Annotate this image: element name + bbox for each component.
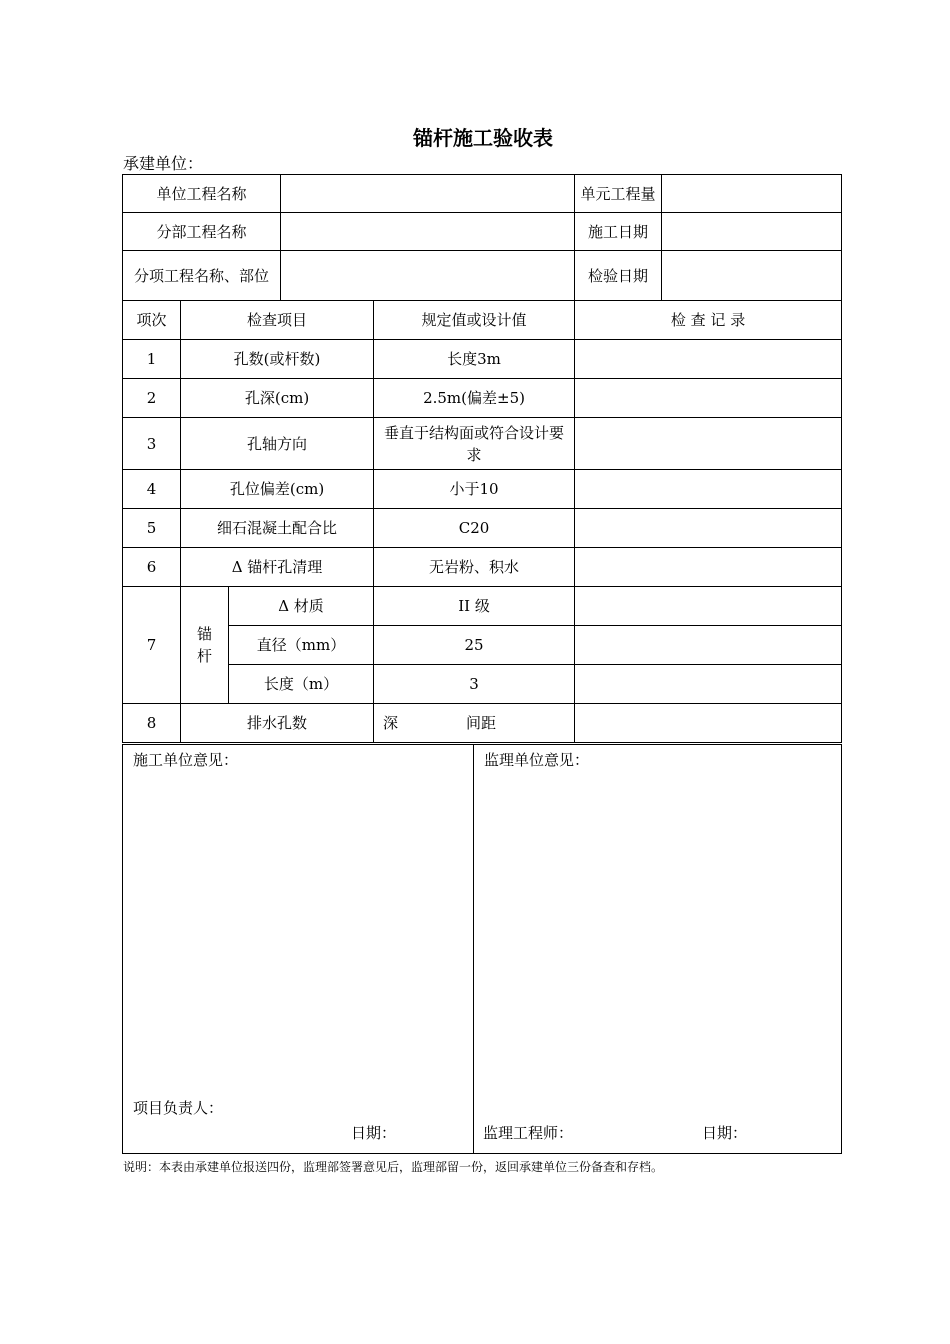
row-record-field[interactable] — [575, 626, 842, 665]
row-no: 6 — [123, 548, 181, 587]
row-record-field[interactable] — [575, 340, 842, 379]
row-no: 8 — [123, 704, 181, 743]
row-item: 孔轴方向 — [181, 418, 374, 470]
row-record-field[interactable] — [575, 379, 842, 418]
col-seq-header: 项次 — [123, 301, 181, 340]
opinion-table — [122, 744, 842, 1154]
row-record-field[interactable] — [575, 587, 842, 626]
row-record-field[interactable] — [575, 665, 842, 704]
supervising-engineer-label: 监理工程师： — [483, 1124, 574, 1142]
construction-date-label: 施工日期 — [575, 213, 662, 251]
construction-date-field[interactable] — [662, 213, 842, 251]
row-sub-item: 长度（m） — [229, 665, 374, 704]
table-row — [123, 470, 842, 509]
footnote: 说明：本表由承建单位报送四份，监理部签署意见后，监理部留一份，返回承建单位三份备查和存档。 — [123, 1160, 664, 1174]
row-spec: 3 — [374, 665, 575, 704]
row-no: 2 — [123, 379, 181, 418]
table-row — [123, 418, 842, 470]
table-row — [123, 379, 842, 418]
row-item: 排水孔数 — [181, 704, 374, 743]
row-spec: 无岩粉、积水 — [374, 548, 575, 587]
header-row-3 — [123, 251, 842, 301]
row-no: 3 — [123, 418, 181, 470]
row-record-field[interactable] — [575, 470, 842, 509]
construction-opinion-cell[interactable] — [123, 745, 474, 1154]
row-spec: 2.5m(偏差±5) — [374, 379, 575, 418]
drain-spacing-label: 间距 — [466, 714, 497, 732]
project-leader-label: 项目负责人： — [133, 1099, 224, 1117]
item-project-name-label: 分项工程名称、部位 — [123, 251, 281, 301]
table-row — [123, 509, 842, 548]
row-item: Δ 锚杆孔清理 — [181, 548, 374, 587]
row-spec: C20 — [374, 509, 575, 548]
unit-project-name-field[interactable] — [281, 175, 575, 213]
anchor-group-label: 锚杆 — [181, 587, 229, 704]
row-item: 孔深(cm) — [181, 379, 374, 418]
sub-project-name-field[interactable] — [281, 213, 575, 251]
table-row — [123, 340, 842, 379]
drain-depth-label: 深 — [383, 714, 399, 732]
item-project-name-field[interactable] — [281, 251, 575, 301]
page-title: 锚杆施工验收表 — [413, 126, 553, 150]
unit-project-name-label: 单位工程名称 — [123, 175, 281, 213]
row-spec-drain — [374, 704, 575, 743]
construction-date-sign-label: 日期： — [351, 1124, 397, 1142]
inspection-date-label: 检验日期 — [575, 251, 662, 301]
table-row — [123, 704, 842, 743]
table-row — [123, 626, 842, 665]
construction-opinion-label: 施工单位意见： — [133, 751, 239, 769]
table-row — [123, 665, 842, 704]
row-record-field[interactable] — [575, 704, 842, 743]
row-spec: 小于10 — [374, 470, 575, 509]
col-item-header: 检查项目 — [181, 301, 374, 340]
sub-project-name-label: 分部工程名称 — [123, 213, 281, 251]
row-spec: 垂直于结构面或符合设计要求 — [374, 418, 575, 470]
table-row — [123, 587, 842, 626]
header-row-2 — [123, 213, 842, 251]
contractor-label: 承建单位： — [123, 154, 204, 173]
row-record-field[interactable] — [575, 418, 842, 470]
row-no: 4 — [123, 470, 181, 509]
header-row-1 — [123, 175, 842, 213]
row-spec: II 级 — [374, 587, 575, 626]
row-record-field[interactable] — [575, 509, 842, 548]
row-item: 孔位偏差(cm) — [181, 470, 374, 509]
inspection-date-field[interactable] — [662, 251, 842, 301]
row-sub-item: 直径（mm） — [229, 626, 374, 665]
unit-quantity-label: 单元工程量 — [575, 175, 662, 213]
row-no: 5 — [123, 509, 181, 548]
row-record-field[interactable] — [575, 548, 842, 587]
row-spec: 25 — [374, 626, 575, 665]
table-row — [123, 548, 842, 587]
supervision-opinion-cell[interactable] — [474, 745, 842, 1154]
unit-quantity-field[interactable] — [662, 175, 842, 213]
row-no: 1 — [123, 340, 181, 379]
inspection-table — [122, 174, 842, 743]
supervision-date-sign-label: 日期： — [702, 1124, 748, 1142]
row-spec: 长度3m — [374, 340, 575, 379]
row-no: 7 — [123, 587, 181, 704]
row-item: 孔数(或杆数) — [181, 340, 374, 379]
col-record-header: 检 查 记 录 — [575, 301, 842, 340]
column-header-row — [123, 301, 842, 340]
row-item: 细石混凝土配合比 — [181, 509, 374, 548]
supervision-opinion-label: 监理单位意见： — [484, 751, 590, 769]
row-sub-item: Δ 材质 — [229, 587, 374, 626]
col-spec-header: 规定值或设计值 — [374, 301, 575, 340]
